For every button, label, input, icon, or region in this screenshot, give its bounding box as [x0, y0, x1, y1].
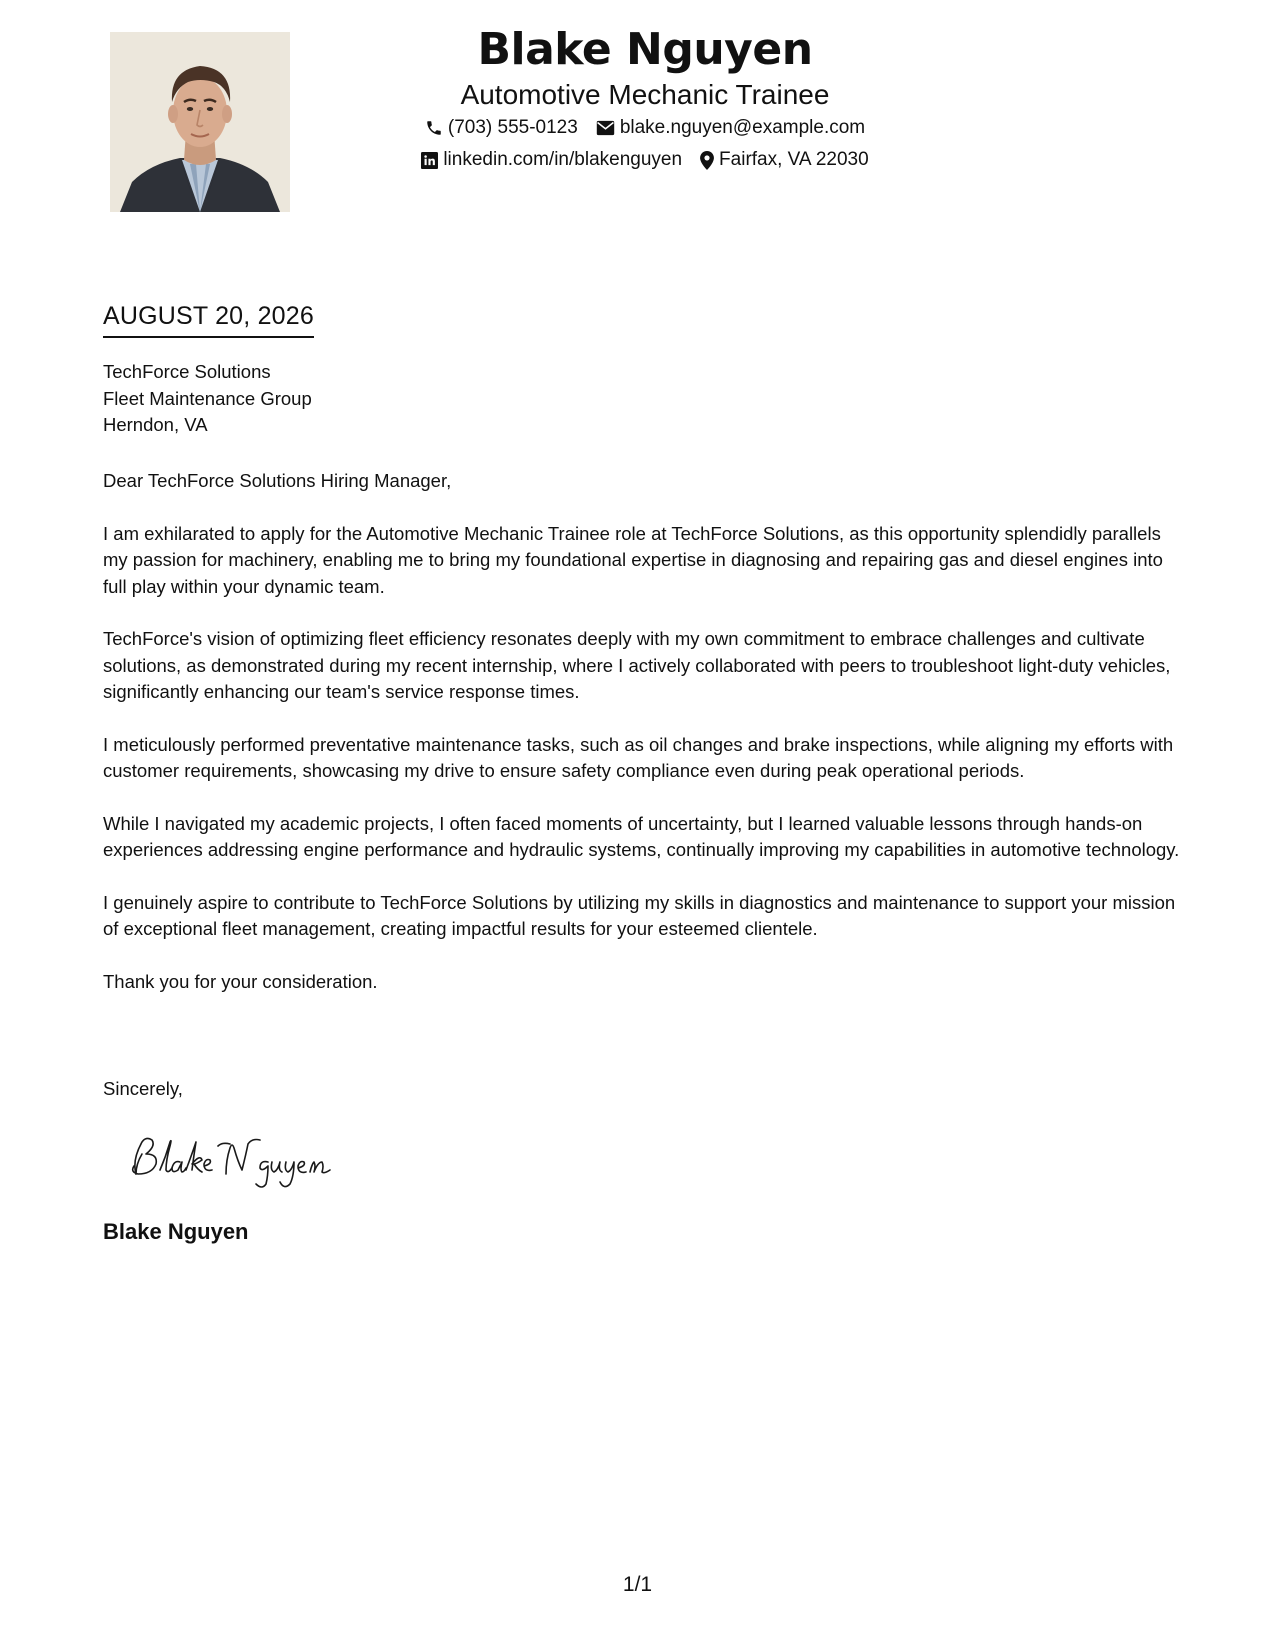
linkedin-icon: [421, 152, 438, 169]
phone-number: (703) 555-0123: [447, 117, 578, 138]
letter-date: AUGUST 20, 2026: [103, 298, 314, 338]
recipient-address: [103, 359, 312, 439]
contact-location: [700, 144, 869, 176]
page-number: 1/1: [622, 1573, 653, 1596]
location-text: Fairfax, VA 22030: [719, 149, 869, 170]
contact-row-secondary: [345, 144, 945, 176]
envelope-icon: [596, 120, 615, 136]
handwritten-signature: [122, 1130, 352, 1190]
contact-row-primary: [345, 112, 945, 144]
paragraph: While I navigated my academic projects, I often faced moments of uncertainty, but I learned valuable lessons through hands-on experiences addressing engine performance and hydraulic systems, continually improving my capabilities in automotive technology.: [103, 812, 1180, 860]
letter-body: [103, 468, 1188, 1021]
email-address[interactable]: blake.nguyen@example.com: [619, 117, 866, 138]
recipient-department: Fleet Maintenance Group: [103, 387, 312, 409]
paragraph: TechForce's vision of optimizing fleet efficiency resonates deeply with my own commitment to embrace challenges and cultivate solutions, as demonstrated during my recent internship, where I actively collaborated with peers to troubleshoot light-duty vehicles, significantly enhancing our team's service response times.: [103, 628, 1171, 702]
salutation: Dear TechForce Solutions Hiring Manager,: [103, 470, 452, 491]
thank-you-line: Thank you for your consideration.: [103, 970, 378, 992]
linkedin-url[interactable]: linkedin.com/in/blakenguyen: [443, 149, 683, 170]
paragraph: I genuinely aspire to contribute to TechForce Solutions by utilizing my skills in diagnostics and maintenance to support your mission of exceptional fleet management, creating impactful results for your esteemed clientele.: [103, 891, 1176, 939]
header: [345, 22, 945, 176]
recipient-company: TechForce Solutions: [103, 361, 271, 382]
closing: Sincerely,: [103, 1078, 183, 1099]
contact-email[interactable]: [596, 112, 865, 144]
signer-name: Blake Nguyen: [103, 1219, 249, 1244]
paragraph: I am exhilarated to apply for the Automotive Mechanic Trainee role at TechForce Solutions, as this opportunity splendidly parallels my passion for machinery, enabling me to bring my foundational expertise in diagnosing and repairing gas and diesel engines into full play within your dynamic team.: [103, 522, 1163, 597]
profile-photo: [110, 32, 290, 212]
job-title: Automotive Mechanic Trainee: [460, 79, 830, 110]
map-pin-icon: [700, 151, 714, 170]
contact-phone: [425, 112, 578, 144]
contact-linkedin[interactable]: [421, 144, 682, 176]
paragraph: I meticulously performed preventative maintenance tasks, such as oil changes and brake inspections, while aligning my efforts with customer requirements, showcasing my drive to ensure safety compliance even during peak operational periods.: [103, 733, 1174, 781]
recipient-location: Herndon, VA: [103, 414, 208, 435]
candidate-name: Blake Nguyen: [477, 24, 813, 75]
phone-icon: [425, 119, 443, 137]
